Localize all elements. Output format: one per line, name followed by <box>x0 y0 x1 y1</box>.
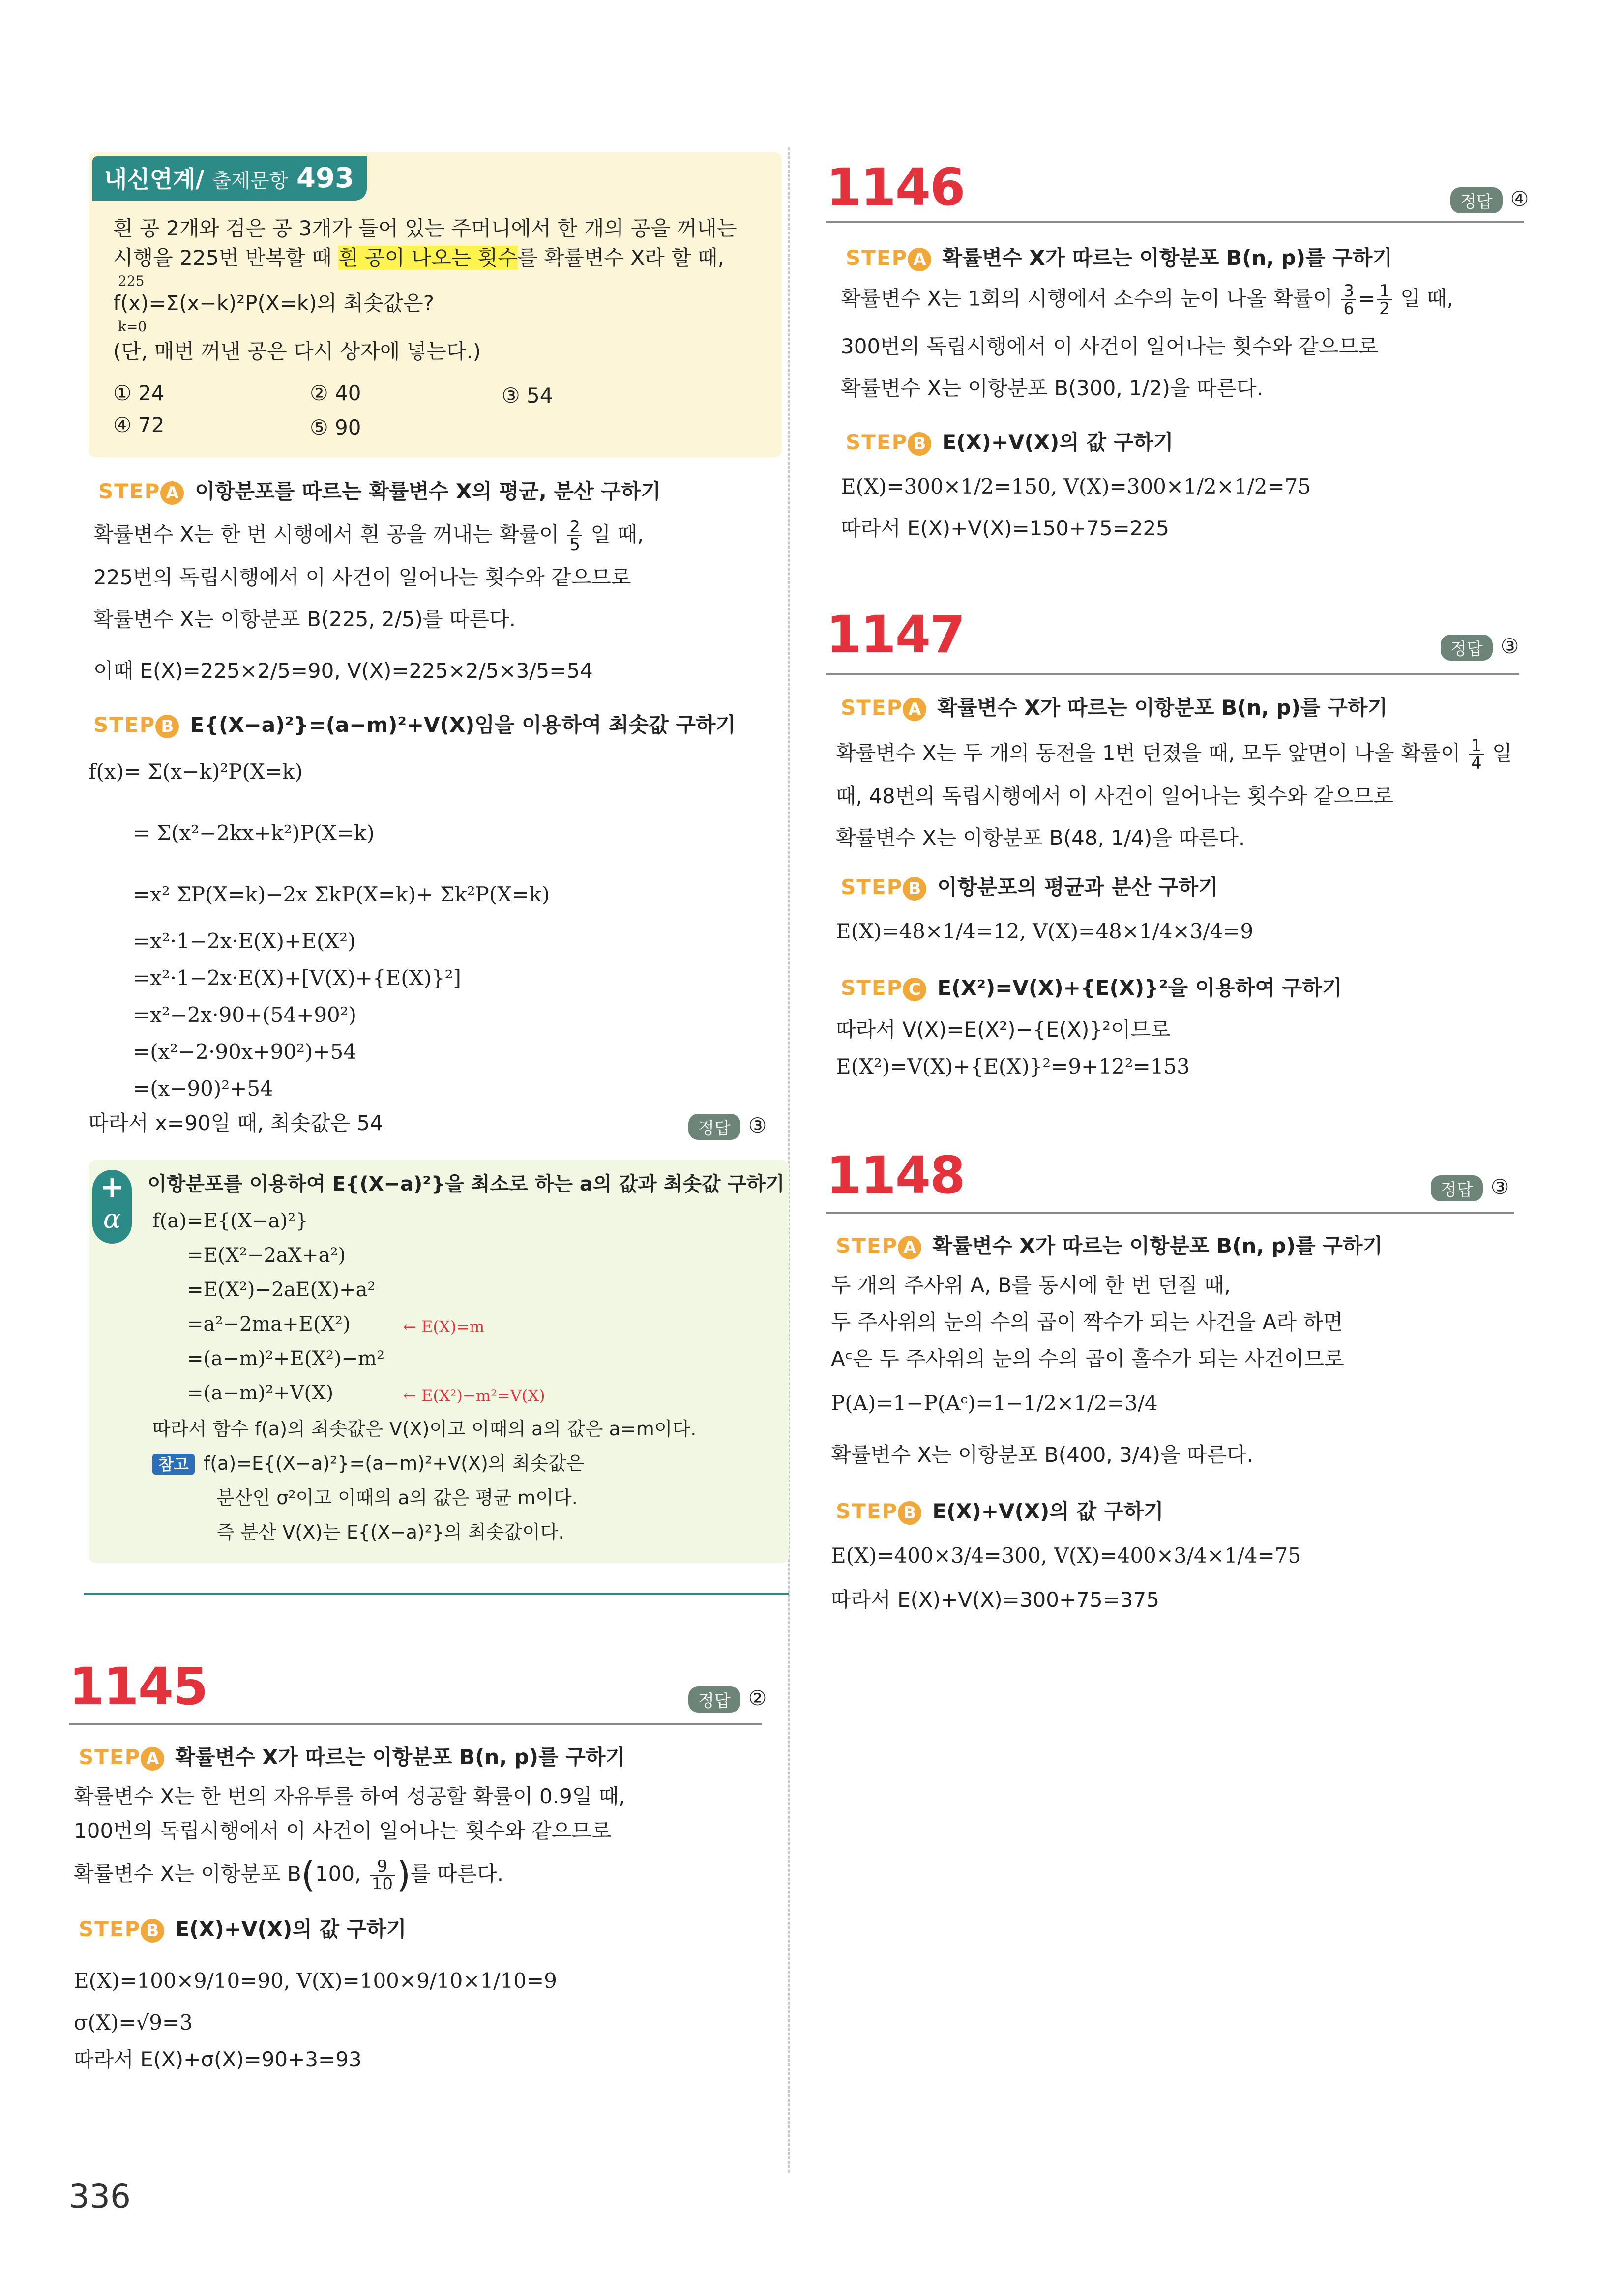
step-letter-a-icon: A <box>898 1236 921 1259</box>
problem-tag-source: 출제문항 <box>212 170 289 192</box>
step-letter-a-icon: A <box>141 1747 164 1771</box>
p1146-a1-text: 확률변수 X는 1회의 시행에서 소수의 눈이 나올 확률이 <box>841 286 1333 311</box>
step-letter-b-icon: B <box>908 432 931 456</box>
sol1144-stepA-title: 이항분포를 따르는 확률변수 X의 평균, 분산 구하기 <box>195 479 661 503</box>
p1147-stepC <box>841 976 1342 1001</box>
plus-line-6: =(a−m)²+V(X) <box>187 1382 334 1404</box>
p1147-rule <box>826 673 1519 675</box>
choice-4[interactable]: ④ 72 <box>113 413 165 437</box>
p1148-a4: P(A)=1−P(Aᶜ)=1−1/2×1/2=3/4 <box>831 1391 1158 1415</box>
ref-badge: 참고 <box>152 1454 195 1475</box>
sol1144-stepB <box>93 713 736 738</box>
plus-line-1: f(a)=E{(X−a)²} <box>152 1210 308 1232</box>
answer-value: ③ <box>748 1113 767 1137</box>
problem-tag: 내신연계/ 출제문항 493 <box>92 156 367 201</box>
frac-3-6: $\frac{3}{6}$ <box>1341 283 1356 317</box>
p1148-answer <box>1431 1175 1509 1201</box>
p1148-stepB-title: E(X)+V(X)의 값 구하기 <box>932 1499 1164 1523</box>
problem-number-1146: 1146 <box>826 157 965 217</box>
p1147-c2: E(X²)=V(X)+{E(X)}²=9+12²=153 <box>836 1054 1190 1078</box>
p1147-answer <box>1441 634 1519 661</box>
p1147-b1: E(X)=48×1/4=12, V(X)=48×1/4×3/4=9 <box>836 919 1254 943</box>
choice-2[interactable]: ② 40 <box>310 381 361 405</box>
sol1144-b-line-8: =(x−90)²+54 <box>133 1076 273 1101</box>
step-letter-b-icon: B <box>903 877 926 901</box>
answer-value: ③ <box>1500 634 1519 658</box>
p1146-a1-end: 일 때, <box>1400 286 1454 311</box>
answer-value: ④ <box>1510 187 1529 211</box>
step-word: STEP <box>841 976 903 1000</box>
p1145-rule <box>69 1723 762 1725</box>
plus-line-4: =a²−2ma+E(X²) <box>187 1313 351 1336</box>
plus-alpha-icon: + α <box>92 1170 132 1244</box>
answer-badge: 정답 <box>688 1114 740 1140</box>
p1148-rule <box>826 1212 1514 1214</box>
p1148-b1: E(X)=400×3/4=300, V(X)=400×3/4×1/4=75 <box>831 1543 1301 1568</box>
problem-sum-top: 225 <box>118 273 145 289</box>
p1147-a1 <box>836 737 1512 772</box>
p1148-stepB <box>836 1499 1163 1525</box>
step-word: STEP <box>79 1917 141 1941</box>
problem-text-2 <box>113 246 724 270</box>
p1147-a3: 확률변수 X는 이항분포 B(48, 1/4)을 따른다. <box>836 826 1245 850</box>
sol1144-b-line-1: f(x)= Σ(x−k)²P(X=k) <box>89 759 303 784</box>
right-column <box>826 0 1529 2296</box>
step-word: STEP <box>93 713 156 737</box>
sol1144-conclusion: 따라서 x=90일 때, 최솟값은 54 <box>89 1111 383 1135</box>
step-letter-c-icon: C <box>903 978 926 1001</box>
plus-ref-1 <box>152 1453 584 1475</box>
page-number: 336 <box>69 2178 131 2215</box>
problem-highlight: 흰 공이 나오는 횟수 <box>338 246 518 270</box>
column-divider <box>788 147 790 2173</box>
step-word: STEP <box>836 1499 898 1523</box>
sol1144-a2: 225번의 독립시행에서 이 사건이 일어나는 횟수와 같으므로 <box>93 565 631 589</box>
sol1144-a3: 확률변수 X는 이항분포 B(225, 2/5)를 따른다. <box>93 607 516 631</box>
sol1144-b-line-5: =x²·1−2x·E(X)+[V(X)+{E(X)}²] <box>133 966 461 990</box>
p1148-a5: 확률변수 X는 이항분포 B(400, 3/4)을 따른다. <box>831 1443 1254 1467</box>
p1147-stepB <box>841 875 1218 901</box>
answer-badge: 정답 <box>1450 187 1503 213</box>
p1147-a1-end: 일 <box>1492 741 1512 765</box>
p1147-stepA-title: 확률변수 X가 따르는 이항분포 B(n, p)를 구하기 <box>937 696 1388 720</box>
p1147-stepC-title: E(X²)=V(X)+{E(X)}²을 이용하여 구하기 <box>937 976 1342 1000</box>
p1148-stepA <box>836 1234 1383 1259</box>
problem-sum-bottom: k=0 <box>118 319 147 335</box>
step-letter-a-icon: A <box>908 248 931 271</box>
p1148-a2: 두 주사위의 눈의 수의 곱이 짝수가 되는 사건을 A라 하면 <box>831 1310 1343 1334</box>
problem-tag-number: 493 <box>296 162 354 194</box>
sol1144-stepA <box>98 479 661 505</box>
sol1144-b-line-3: =x² ΣP(X=k)−2x ΣkP(X=k)+ Σk²P(X=k) <box>133 882 550 906</box>
p1145-a2: 100번의 독립시행에서 이 사건이 일어나는 횟수와 같으므로 <box>74 1819 612 1843</box>
choice-1[interactable]: ① 24 <box>113 381 165 405</box>
step-letter-b-icon: B <box>155 715 179 738</box>
sol1144-a4: 이때 E(X)=225×2/5=90, V(X)=225×2/5×3/5=54 <box>93 659 593 683</box>
step-letter-b-icon: B <box>898 1501 921 1525</box>
step-letter-a-icon: A <box>903 698 926 721</box>
p1145-stepB-title: E(X)+V(X)의 값 구하기 <box>175 1917 407 1941</box>
problem-number-1147: 1147 <box>826 605 965 665</box>
frac-9-10: $\frac{9}{10}$ <box>370 1858 395 1892</box>
section-rule <box>84 1593 789 1595</box>
p1146-stepB <box>846 430 1173 456</box>
problem-tag-prefix: 내신연계 <box>104 166 196 193</box>
plus-ref-2: 분산인 σ²이고 이때의 a의 값은 평균 m이다. <box>216 1487 578 1509</box>
step-letter-b-icon: B <box>141 1919 164 1943</box>
plus-note-1: ← E(X)=m <box>403 1317 485 1336</box>
p1148-a1: 두 개의 주사위 A, B를 동시에 한 번 던질 때, <box>831 1273 1231 1297</box>
step-letter-a-icon: A <box>160 481 184 505</box>
sol1144-a1-end: 일 때, <box>591 522 644 547</box>
p1145-a3-text: 확률변수 X는 이항분포 B <box>74 1861 301 1886</box>
p1146-stepA-title: 확률변수 X가 따르는 이항분포 B(n, p)를 구하기 <box>942 246 1392 270</box>
plus-conclusion: 따라서 함수 f(a)의 최솟값은 V(X)이고 이때의 a의 값은 a=m이다. <box>152 1418 697 1440</box>
p1145-a3: 확률변수 X는 이항분포 B(100, $\frac{9}{10}$ )를 따른다. <box>74 1854 504 1896</box>
p1147-a2: 때, 48번의 독립시행에서 이 사건이 일어나는 횟수와 같으므로 <box>836 784 1393 808</box>
plus-line-5: =(a−m)²+E(X²)−m² <box>187 1347 384 1370</box>
p1147-c1: 따라서 V(X)=E(X²)−{E(X)}²이므로 <box>836 1017 1171 1042</box>
step-word: STEP <box>846 246 908 270</box>
p1148-a3: Aᶜ은 두 주사위의 눈의 수의 곱이 홀수가 되는 사건이므로 <box>831 1347 1344 1371</box>
plus-title: 이항분포를 이용하여 E{(X−a)²}을 최소로 하는 a의 값과 최솟값 구하기 <box>148 1173 785 1195</box>
p1148-b2: 따라서 E(X)+V(X)=300+75=375 <box>831 1588 1159 1612</box>
p1146-a1: 확률변수 X는 1회의 시행에서 소수의 눈이 나올 확률이 $\frac{3}{6}$ = $\frac{1}{2}$ 일 때, <box>841 281 1454 319</box>
frac-2-5: $\frac{2}{5}$ <box>567 519 582 553</box>
p1147-stepB-title: 이항분포의 평균과 분산 구하기 <box>937 875 1218 899</box>
answer-badge: 정답 <box>1441 635 1493 661</box>
plus-line-3: =E(X²)−2aE(X)+a² <box>187 1279 376 1301</box>
p1146-b1: E(X)=300×1/2=150, V(X)=300×1/2×1/2=75 <box>841 474 1311 498</box>
p1147-stepA <box>841 696 1388 721</box>
p1146-stepA <box>846 246 1392 271</box>
p1145-b2: σ(X)=√9=3 <box>74 2010 193 2034</box>
problem-number-1148: 1148 <box>826 1145 965 1205</box>
p1147-a1-text: 확률변수 X는 두 개의 동전을 1번 던졌을 때, 모두 앞면이 나올 확률이 <box>836 741 1461 765</box>
plus-note-2: ← E(X²)−m²=V(X) <box>403 1386 545 1405</box>
step-word: STEP <box>836 1234 898 1258</box>
plus-ref-1-text: f(a)=E{(X−a)²}=(a−m)²+V(X)의 최솟값은 <box>203 1453 585 1474</box>
choice-5[interactable]: ⑤ 90 <box>310 415 361 439</box>
step-word: STEP <box>98 479 161 503</box>
sol1144-b-line-7: =(x²−2·90x+90²)+54 <box>133 1040 356 1064</box>
sol1144-answer <box>688 1113 767 1140</box>
sol1144-b-line-6: =x²−2x·90+(54+90²) <box>133 1003 356 1027</box>
p1145-stepA <box>79 1745 625 1771</box>
answer-value: ② <box>748 1686 767 1710</box>
p1145-a3-args: 100, <box>315 1861 368 1886</box>
answer-badge: 정답 <box>688 1686 740 1713</box>
p1145-answer <box>688 1686 767 1713</box>
p1145-a1: 확률변수 X는 한 번의 자유투를 하여 성공할 확률이 0.9일 때, <box>74 1784 625 1808</box>
problem-text-2a: 시행을 225번 반복할 때 <box>113 246 339 270</box>
p1145-b3: 따라서 E(X)+σ(X)=90+3=93 <box>74 2047 362 2071</box>
p1146-a3: 확률변수 X는 이항분포 B(300, 1/2)을 따른다. <box>841 376 1264 400</box>
choice-3[interactable]: ③ 54 <box>502 383 553 407</box>
answer-value: ③ <box>1490 1175 1509 1199</box>
p1145-a3-end: 를 따른다. <box>411 1861 504 1886</box>
left-column <box>69 0 785 2296</box>
sol1144-a1 <box>93 519 644 553</box>
frac-1-4: $\frac{1}{4}$ <box>1469 737 1484 772</box>
p1148-stepA-title: 확률변수 X가 따르는 이항분포 B(n, p)를 구하기 <box>932 1234 1383 1258</box>
p1146-b2: 따라서 E(X)+V(X)=150+75=225 <box>841 516 1169 540</box>
p1146-rule <box>826 221 1524 223</box>
p1146-answer <box>1450 187 1529 213</box>
frac-1-2: $\frac{1}{2}$ <box>1377 283 1392 317</box>
p1145-stepA-title: 확률변수 X가 따르는 이항분포 B(n, p)를 구하기 <box>175 1745 625 1769</box>
problem-formula: f(x)=Σ(x−k)²P(X=k)의 최솟값은? <box>113 291 435 315</box>
sol1144-a1-text: 확률변수 X는 한 번 시행에서 흰 공을 꺼내는 확률이 <box>93 522 560 547</box>
p1145-b1: E(X)=100×9/10=90, V(X)=100×9/10×1/10=9 <box>74 1969 557 1993</box>
problem-note: (단, 매번 꺼낸 공은 다시 상자에 넣는다.) <box>113 339 481 363</box>
p1146-stepB-title: E(X)+V(X)의 값 구하기 <box>942 430 1174 454</box>
sol1144-b-line-2: = Σ(x²−2kx+k²)P(X=k) <box>133 821 375 845</box>
plus-line-2: =E(X²−2aX+a²) <box>187 1244 346 1267</box>
step-word: STEP <box>846 430 908 454</box>
step-word: STEP <box>79 1745 141 1769</box>
sol1144-b-line-4: =x²·1−2x·E(X)+E(X²) <box>133 929 356 953</box>
p1145-stepB <box>79 1917 406 1943</box>
answer-badge: 정답 <box>1431 1175 1483 1201</box>
problem-text-2b: 를 확률변수 X라 할 때, <box>517 246 724 270</box>
problem-number-1145: 1145 <box>69 1657 207 1716</box>
p1146-a2: 300번의 독립시행에서 이 사건이 일어나는 횟수와 같으므로 <box>841 334 1379 358</box>
step-word: STEP <box>841 696 903 720</box>
plus-ref-3: 즉 분산 V(X)는 E{(X−a)²}의 최솟값이다. <box>216 1521 564 1543</box>
step-word: STEP <box>841 875 903 899</box>
sol1144-stepB-title: E{(X−a)²}=(a−m)²+V(X)임을 이용하여 최솟값 구하기 <box>190 713 736 737</box>
problem-text-1: 흰 공 2개와 검은 공 3개가 들어 있는 주머니에서 한 개의 공을 꺼내는 <box>113 216 737 240</box>
